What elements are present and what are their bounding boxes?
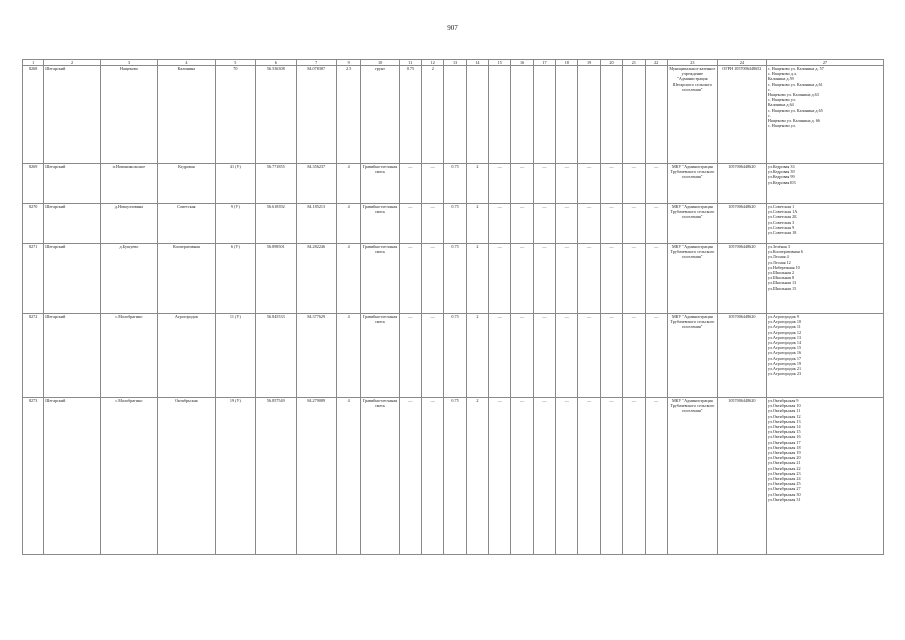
address-line: Нащеково ул. Калинина д. 66 — [767, 118, 820, 124]
address-line: ул.Агрогородок 17 — [767, 355, 802, 361]
cell-col21: — — [623, 398, 645, 555]
cell-col13: 0.75 — [444, 314, 466, 398]
column-header: 22 — [645, 60, 667, 66]
cell-col21: — — [623, 314, 645, 398]
column-header: 12 — [422, 60, 444, 66]
cell-house: 41 (У) — [215, 164, 255, 204]
column-header: 16 — [511, 60, 533, 66]
cell-col16: — — [511, 244, 533, 314]
cell-lon: 84.279089 — [296, 398, 336, 555]
cell-col16: — — [511, 164, 533, 204]
table-row — [23, 66, 884, 164]
address-line: ул.Октябрьская 10 — [767, 403, 801, 409]
column-header: 3 — [100, 60, 157, 66]
cell-district: Шегарский — [44, 204, 100, 244]
address-line: ул.Советская 9 — [767, 224, 795, 230]
cell-col11: 0.75 — [399, 66, 421, 164]
address-line: ул.Набережная 10 — [767, 264, 800, 270]
column-header: 4 — [158, 60, 215, 66]
cell-street: Кедровая — [158, 164, 215, 204]
cell-col18: — — [556, 244, 578, 314]
cell-col22: — — [645, 244, 667, 314]
address-line: ул.Школьная 15 — [767, 285, 797, 291]
address-line: ул.Октябрьская 17 — [767, 439, 801, 445]
cell-col16: — — [511, 314, 533, 398]
table-row — [23, 398, 884, 555]
address-line: с. Нащеково д.л. — [767, 71, 798, 77]
cell-house: 9 (У) — [215, 204, 255, 244]
cell-col11: — — [399, 398, 421, 555]
cell-col21: — — [623, 164, 645, 204]
page-number: 907 — [447, 24, 458, 32]
cell-col14 — [466, 66, 488, 164]
address-line: ул.Октябрьская 27 — [767, 486, 801, 492]
column-header: 10 — [361, 60, 399, 66]
address-line: с. Нащеково ул. — [767, 123, 796, 129]
address-line: ул.Кедровая103 — [767, 179, 796, 185]
cell-col20 — [600, 66, 622, 164]
cell-owner: Муниципальное казенное учреждение "Администрация Шегарского сельского поселения" — [667, 66, 717, 164]
address-line: ул.Агрогородок 19 — [767, 360, 802, 366]
cell-col10: грунт — [361, 66, 399, 164]
cell-ogrn: 1057006448620 — [717, 204, 766, 244]
address-line: ул.Октябрьская 25 — [767, 481, 801, 487]
address-line: ул.Октябрьская 18 — [767, 444, 801, 450]
cell-lon: 84.078387 — [296, 66, 336, 164]
cell-col12: 2 — [422, 66, 444, 164]
cell-ogrn: 1057006448620 — [717, 314, 766, 398]
cell-col18: — — [556, 204, 578, 244]
cell-col16: — — [511, 204, 533, 244]
address-line: Калинина д.59 — [767, 76, 794, 82]
column-header: 20 — [600, 60, 622, 66]
address-line: ул.Агрогородок 21 — [767, 366, 802, 372]
address-line: ул.Агрогородок 13 — [767, 334, 802, 340]
cell-col13: 0.75 — [444, 398, 466, 555]
column-header: 27 — [766, 60, 883, 66]
cell-street: Кооперативная — [158, 244, 215, 314]
cell-col22: — — [645, 204, 667, 244]
cell-col18: — — [556, 164, 578, 204]
address-line: с. Нащеково ул. — [767, 97, 796, 103]
cell-col20: — — [600, 398, 622, 555]
cell-col16: — — [511, 398, 533, 555]
address-line: ул.Агрогородок 23 — [767, 371, 802, 377]
cell-col13: 0.75 — [444, 244, 466, 314]
address-line: ул.Лесная 4 — [767, 254, 789, 260]
address-line: ул.Октябрьская 24 — [767, 476, 801, 482]
address-line: ул.Школьная 8 — [767, 275, 795, 281]
cell-lat: 56.898501 — [256, 244, 296, 314]
cell-col13 — [444, 66, 466, 164]
cell-house: 6 (У) — [215, 244, 255, 314]
cell-house: 70 — [215, 66, 255, 164]
address-line: ул.Октябрьская 19 — [767, 450, 801, 456]
cell-col13: 0.75 — [444, 164, 466, 204]
cell-col9: 4 — [336, 164, 360, 204]
column-header: 5 — [215, 60, 255, 66]
cell-col15: — — [489, 398, 511, 555]
cell-lat: 56.536308 — [256, 66, 296, 164]
register-table — [22, 59, 884, 555]
address-line: с. — [767, 112, 771, 118]
address-line: ул.Октябрьская 9 — [767, 398, 799, 403]
column-header: 17 — [533, 60, 555, 66]
cell-col10: Гравийно-песчаная смесь — [361, 398, 399, 555]
address-line: ул.Агрогородок 11 — [767, 324, 801, 330]
cell-house: 11 (У) — [215, 314, 255, 398]
cell-col10: Гравийно-песчаная смесь — [361, 204, 399, 244]
cell-owner: МКУ "Администрация Трубачевского сельского поселения" — [667, 164, 717, 204]
address-line: ул.Советская 3 — [767, 219, 795, 225]
address-line: ул.Агрогородок 14 — [767, 340, 802, 346]
column-header: 9 — [336, 60, 360, 66]
cell-district: Шегарский — [44, 244, 100, 314]
cell-col17: — — [533, 244, 555, 314]
cell-col17: — — [533, 204, 555, 244]
cell-col11: — — [399, 314, 421, 398]
cell-owner: МКУ "Администрация Трубачевского сельского поселения" — [667, 398, 717, 555]
cell-col20: — — [600, 164, 622, 204]
cell-settlement: с.Малобрагино — [100, 314, 157, 398]
column-header: 14 — [466, 60, 488, 66]
cell-col14: 2 — [466, 244, 488, 314]
cell-col12: — — [422, 164, 444, 204]
address-line: ул.Агрогородок 9 — [767, 314, 799, 319]
cell-col16 — [511, 66, 533, 164]
cell-col12: — — [422, 244, 444, 314]
address-line: ул.Октябрьская 11 — [767, 408, 801, 414]
cell-col22: — — [645, 164, 667, 204]
table-row — [23, 204, 884, 244]
cell-lat: 56.771855 — [256, 164, 296, 204]
address-line: ул.Октябрьская 31 — [767, 496, 801, 502]
address-line: ул.Октябрьская 21 — [767, 460, 801, 466]
cell-addresses — [766, 398, 883, 555]
cell-col18: — — [556, 398, 578, 555]
cell-ogrn: ОГРН 1057006448652 — [717, 66, 766, 164]
address-line: ул.Школьная 2 — [767, 270, 795, 276]
cell-col17 — [533, 66, 555, 164]
table-row — [23, 314, 884, 398]
address-line: ул.Октябрьская 22 — [767, 465, 801, 471]
cell-col12: — — [422, 398, 444, 555]
cell-col22 — [645, 66, 667, 164]
cell-col11: — — [399, 164, 421, 204]
address-line: с. Нащеково ул. Калинина д.65 — [767, 107, 823, 113]
cell-col10: Гравийно-песчаная смесь — [361, 164, 399, 204]
address-line: ул.Кедровая 39 — [767, 169, 795, 175]
cell-col14: 2 — [466, 204, 488, 244]
column-header: 13 — [444, 60, 466, 66]
cell-house: 19 (У) — [215, 398, 255, 555]
cell-lon: 84.282246 — [296, 244, 336, 314]
cell-addresses — [766, 244, 883, 314]
cell-col14: 2 — [466, 398, 488, 555]
cell-col19: — — [578, 314, 600, 398]
column-header: 11 — [399, 60, 421, 66]
cell-ogrn: 1057006448620 — [717, 164, 766, 204]
column-header: 2 — [44, 60, 100, 66]
address-line: ул.Советская 1 — [767, 204, 795, 209]
address-line: с. Нащеково ул. Калинина д.61 — [767, 81, 823, 87]
address-line: ул.Советская 18 — [767, 230, 797, 236]
cell-col11: — — [399, 204, 421, 244]
cell-col22: — — [645, 314, 667, 398]
cell-col12: — — [422, 204, 444, 244]
cell-col15: — — [489, 244, 511, 314]
cell-street: Агрогородок — [158, 314, 215, 398]
cell-district: Шегарский — [44, 66, 100, 164]
cell-col17: — — [533, 398, 555, 555]
address-line: ул.Октябрьская 23 — [767, 470, 801, 476]
cell-lon: 84.356237 — [296, 164, 336, 204]
cell-col11: — — [399, 244, 421, 314]
cell-col15: — — [489, 164, 511, 204]
column-header: 7 — [296, 60, 336, 66]
cell-lat: 56.618392 — [256, 204, 296, 244]
column-header: 15 — [489, 60, 511, 66]
cell-col15: — — [489, 204, 511, 244]
address-line: ул.Октябрьская 16 — [767, 434, 801, 440]
cell-col21: — — [623, 244, 645, 314]
table-row — [23, 244, 884, 314]
cell-col15 — [489, 66, 511, 164]
address-line: Нащеково ул. Калинина д.63 — [767, 92, 819, 98]
cell-col20: — — [600, 204, 622, 244]
cell-col14: 2 — [466, 164, 488, 204]
column-header: 23 — [667, 60, 717, 66]
address-line: Калинина д.64 — [767, 102, 794, 108]
cell-settlement: д.Бушуево — [100, 244, 157, 314]
address-line: ул.Октябрьская 12 — [767, 413, 801, 419]
cell-col17: — — [533, 314, 555, 398]
cell-ogrn: 1057006448620 — [717, 398, 766, 555]
address-line: ул.Агрогородок 16 — [767, 350, 802, 356]
cell-district: Шегарский — [44, 398, 100, 555]
column-header: 24 — [717, 60, 766, 66]
cell-id: 8269 — [23, 164, 44, 204]
cell-col21: — — [623, 204, 645, 244]
cell-col22: — — [645, 398, 667, 555]
cell-id: 8271 — [23, 244, 44, 314]
column-header: 19 — [578, 60, 600, 66]
cell-col9: 2.5 — [336, 66, 360, 164]
cell-col21 — [623, 66, 645, 164]
cell-col18: — — [556, 314, 578, 398]
column-header: 21 — [623, 60, 645, 66]
table-row — [23, 164, 884, 204]
cell-lon: 84.377629 — [296, 314, 336, 398]
address-line: с. Нащеково ул. Калинина д. 57 — [767, 66, 824, 71]
address-line: ул.Школьная 13 — [767, 280, 797, 286]
cell-id: 8272 — [23, 314, 44, 398]
cell-col19: — — [578, 398, 600, 555]
cell-id: 8268 — [23, 66, 44, 164]
cell-col20: — — [600, 244, 622, 314]
address-line: ул.Октябрьская 30 — [767, 491, 801, 497]
address-line: ул.Лесная 12 — [767, 259, 791, 265]
cell-col13: 0.75 — [444, 204, 466, 244]
cell-col15: — — [489, 314, 511, 398]
column-header: 18 — [556, 60, 578, 66]
cell-street: Советская — [158, 204, 215, 244]
cell-col9: 4 — [336, 204, 360, 244]
address-line: ул.Зелёная 3 — [767, 244, 790, 249]
cell-col19: — — [578, 204, 600, 244]
address-line: ул.Агрогородок 10 — [767, 319, 802, 325]
address-line: ул.Агрогородок 12 — [767, 329, 802, 335]
cell-addresses — [766, 66, 883, 164]
cell-district: Шегарский — [44, 164, 100, 204]
address-line: ул.Советская 1А — [767, 209, 798, 215]
cell-district: Шегарский — [44, 314, 100, 398]
cell-addresses — [766, 164, 883, 204]
cell-ogrn: 1057006448620 — [717, 244, 766, 314]
cell-col19 — [578, 66, 600, 164]
cell-settlement: Нащеково — [100, 66, 157, 164]
address-line: ул.Кедровая 99 — [767, 174, 795, 180]
address-line: ул.Агрогородок 15 — [767, 345, 802, 351]
cell-id: 8273 — [23, 398, 44, 555]
cell-col9: 4 — [336, 398, 360, 555]
cell-addresses — [766, 314, 883, 398]
address-line: ул.Советская 2Б — [767, 214, 797, 220]
cell-owner: МКУ "Администрация Трубачевского сельского поселения" — [667, 244, 717, 314]
cell-col18 — [556, 66, 578, 164]
cell-col12: — — [422, 314, 444, 398]
column-header: 1 — [23, 60, 44, 66]
cell-col10: Гравийно-песчаная смесь — [361, 244, 399, 314]
cell-street: Калинина — [158, 66, 215, 164]
cell-addresses — [766, 204, 883, 244]
address-line: с. — [767, 86, 771, 92]
cell-owner: МКУ "Администрация Трубачевского сельского поселения" — [667, 204, 717, 244]
cell-col14: 2 — [466, 314, 488, 398]
address-line: ул.Октябрьская 13 — [767, 418, 801, 424]
cell-col19: — — [578, 164, 600, 204]
cell-col19: — — [578, 244, 600, 314]
cell-owner: МКУ "Администрация Трубачевского сельского поселения" — [667, 314, 717, 398]
address-line: ул.Кооперативная 6 — [767, 249, 803, 255]
cell-id: 8270 — [23, 204, 44, 244]
cell-col17: — — [533, 164, 555, 204]
cell-lon: 84.185213 — [296, 204, 336, 244]
address-line: ул.Октябрьская 20 — [767, 455, 801, 461]
cell-settlement: п.Новоникольское — [100, 164, 157, 204]
address-line: ул.Октябрьская 14 — [767, 424, 801, 430]
cell-col9: 4 — [336, 244, 360, 314]
cell-street: Октябрьская — [158, 398, 215, 555]
cell-lat: 56.857549 — [256, 398, 296, 555]
cell-lat: 56.845533 — [256, 314, 296, 398]
cell-col20: — — [600, 314, 622, 398]
column-header: 6 — [256, 60, 296, 66]
cell-settlement: с.Малобрагино — [100, 398, 157, 555]
cell-col9: 4 — [336, 314, 360, 398]
cell-col10: Гравийно-песчаная смесь — [361, 314, 399, 398]
cell-settlement: д.Новоулзовина — [100, 204, 157, 244]
address-line: ул.Октябрьская 15 — [767, 429, 801, 435]
address-line: ул.Кедровая 33 — [767, 164, 795, 169]
